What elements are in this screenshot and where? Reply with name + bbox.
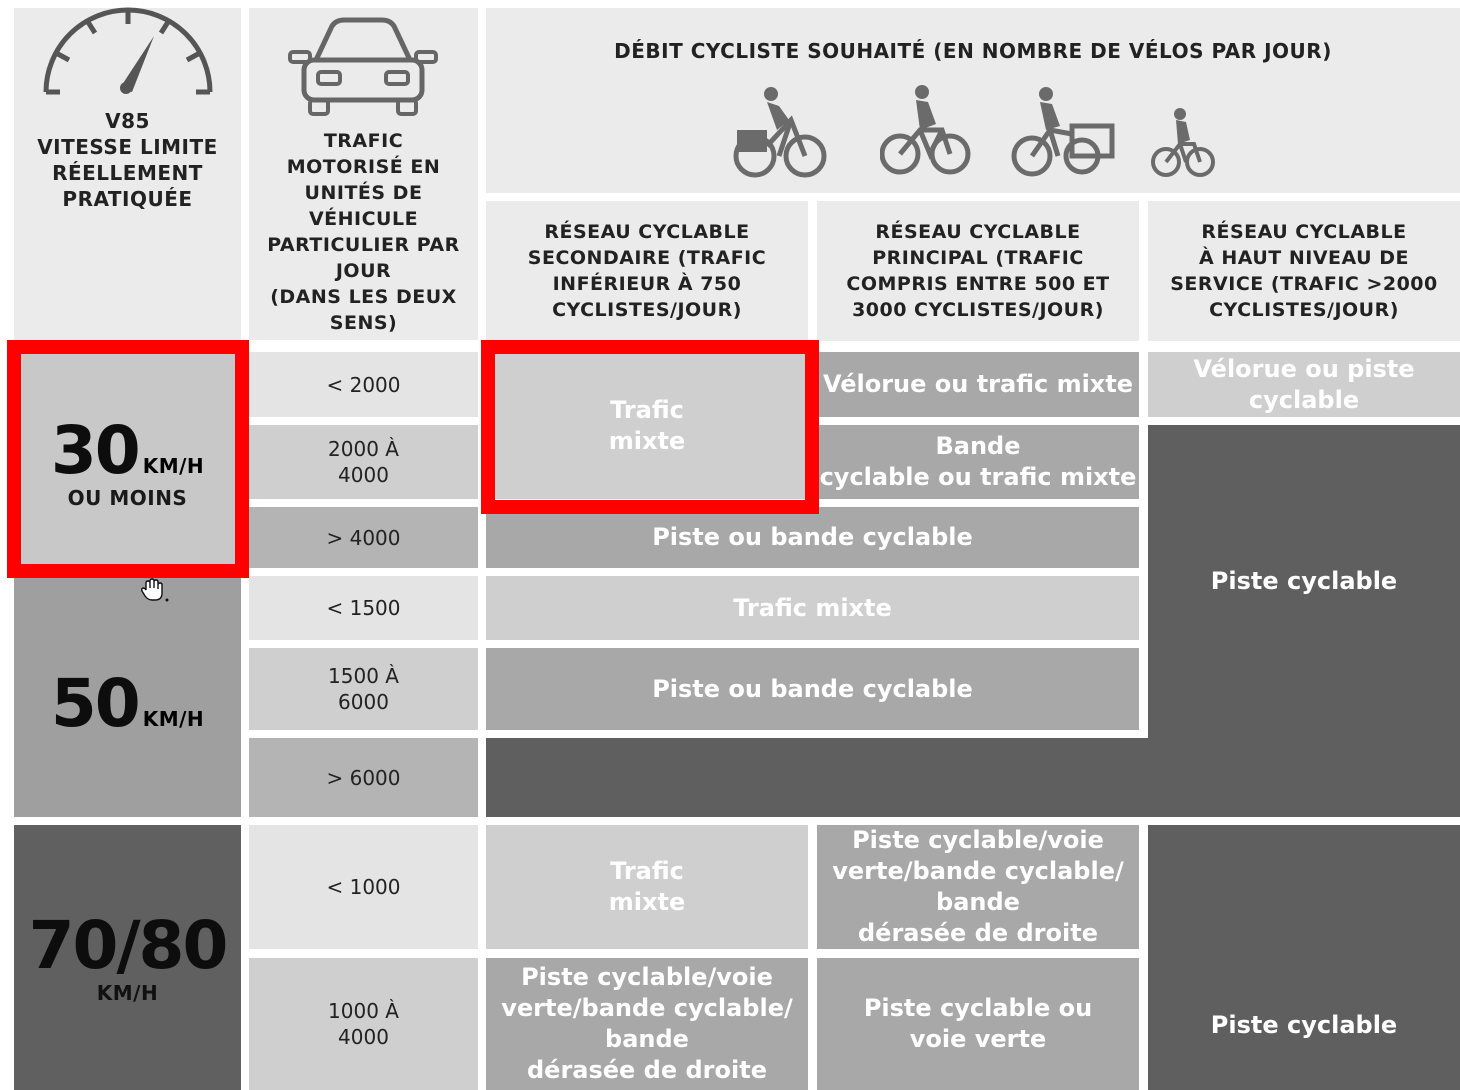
- network-header-line: CYCLISTES/JOUR): [552, 299, 742, 321]
- cargo-bike-icon: [733, 86, 833, 178]
- recommendation-text: Piste cyclable/voie: [852, 826, 1104, 854]
- recommendation-text: Piste cyclable: [1210, 567, 1398, 595]
- traffic-value: 6000: [338, 690, 389, 714]
- traffic-cell: [249, 738, 478, 817]
- debit-header-title: DÉBIT CYCLISTE SOUHAITÉ (EN NOMBRE DE VÉLOS PAR JOUR): [614, 39, 1332, 63]
- network-header-secondary: [486, 201, 808, 341]
- recommendation-text: bande: [936, 888, 1020, 916]
- debit-header: [486, 8, 1460, 193]
- speed-50-value: 50: [50, 665, 139, 742]
- recommendation-text: Piste cyclable ou: [863, 994, 1093, 1022]
- network-header-line: À HAUT NIVEAU DE: [1199, 247, 1409, 269]
- recommendation-cell[interactable]: [817, 425, 1139, 499]
- speed-70-value: 70/80: [28, 906, 227, 984]
- cargo-trike-icon: [1010, 86, 1116, 178]
- speed-30-value: 30: [50, 412, 139, 489]
- hand-cursor-icon: [140, 578, 170, 604]
- speed-header-line: V85: [105, 109, 150, 133]
- recommendation-text: Piste cyclable: [1210, 1010, 1398, 1039]
- recommendation-text: verte/bande cyclable/: [501, 994, 793, 1022]
- speed-30-unit: KM/H: [142, 454, 205, 478]
- car-icon: [288, 14, 438, 118]
- network-header-haut-niveau: [1148, 201, 1460, 341]
- recommendation-text: bande: [605, 1025, 689, 1053]
- speed-header-line: RÉELLEMENT: [52, 161, 203, 185]
- network-header-line: RÉSEAU CYCLABLE: [544, 221, 750, 243]
- cyclist-icon: [880, 84, 972, 178]
- speed-70-cell[interactable]: [14, 825, 241, 1090]
- network-header-line: SERVICE (TRAFIC >2000: [1170, 273, 1438, 295]
- network-header-line: SECONDAIRE (TRAFIC: [527, 247, 767, 269]
- network-header-line: 3000 CYCLISTES/JOUR): [852, 299, 1104, 321]
- recommendation-text: Vélorue ou trafic mixte: [822, 370, 1134, 398]
- network-header-line: RÉSEAU CYCLABLE: [1201, 221, 1407, 243]
- traffic-header-line: (DANS LES DEUX: [270, 286, 457, 308]
- traffic-value: < 1500: [326, 596, 401, 620]
- recommendation-text: Trafic: [610, 857, 684, 885]
- traffic-header-line: TRAFIC: [323, 130, 404, 152]
- traffic-value: > 6000: [326, 765, 401, 790]
- traffic-cell: [249, 648, 478, 730]
- traffic-value: 1000 À: [328, 999, 399, 1023]
- traffic-value: < 2000: [326, 372, 401, 397]
- traffic-header-line: JOUR: [335, 260, 392, 282]
- recommendation-text: Trafic mixte: [733, 593, 892, 622]
- speedometer-icon: [36, 6, 220, 102]
- recommendation-cell[interactable]: [1148, 352, 1460, 417]
- traffic-header-line: PARTICULIER PAR: [267, 234, 460, 256]
- recommendation-text: cyclable: [1248, 385, 1360, 414]
- traffic-value: > 4000: [326, 525, 401, 550]
- recommendation-cell[interactable]: [817, 958, 1139, 1090]
- traffic-cell: [249, 825, 478, 949]
- recommendation-cell[interactable]: [486, 576, 1139, 640]
- recommendation-text: Piste ou bande cyclable: [652, 674, 973, 703]
- recommendation-cell[interactable]: [486, 352, 808, 499]
- recommendation-cell-extension: [486, 738, 1460, 817]
- network-header-line: RÉSEAU CYCLABLE: [875, 221, 1081, 243]
- recommendation-text: dérasée de droite: [858, 919, 1098, 947]
- network-header-line: PRINCIPAL (TRAFIC: [872, 247, 1084, 269]
- recommendation-cell[interactable]: [486, 648, 1139, 730]
- recommendation-text: Piste ou bande cyclable: [652, 523, 973, 551]
- network-header-line: CYCLISTES/JOUR): [1209, 299, 1399, 321]
- speed-50-unit: KM/H: [142, 707, 205, 731]
- traffic-cell: [249, 425, 478, 499]
- traffic-value: 1500 À: [328, 664, 399, 688]
- recommendation-cell[interactable]: [486, 958, 808, 1090]
- traffic-header-line: MOTORISÉ EN: [286, 156, 441, 178]
- recommendation-cell[interactable]: [486, 507, 1139, 568]
- recommendation-text: voie verte: [909, 1025, 1047, 1053]
- traffic-cell: [249, 507, 478, 568]
- recommendation-text: Vélorue ou piste: [1193, 354, 1415, 383]
- traffic-cell: [249, 576, 478, 640]
- recommendation-cell[interactable]: [817, 352, 1139, 417]
- speed-70-unit: KM/H: [96, 980, 159, 1005]
- speed-30-sub: OU MOINS: [67, 486, 188, 510]
- traffic-value: 2000 À: [328, 437, 399, 461]
- traffic-cell: [249, 352, 478, 417]
- recommendation-text: mixte: [608, 426, 686, 455]
- traffic-header-line: UNITÉS DE: [304, 182, 423, 204]
- recommendation-cell[interactable]: [817, 825, 1139, 949]
- traffic-header-line: VÉHICULE: [308, 208, 419, 230]
- recommendation-text: mixte: [608, 888, 686, 916]
- recommendation-cell[interactable]: [486, 825, 808, 949]
- recommendation-cell[interactable]: [1148, 425, 1460, 738]
- network-header-principal: [817, 201, 1139, 341]
- traffic-value: 4000: [338, 1025, 389, 1049]
- recommendation-text: dérasée de droite: [527, 1056, 767, 1084]
- traffic-value: 4000: [338, 463, 389, 487]
- recommendation-text: Piste cyclable/voie: [521, 963, 773, 991]
- network-header-line: COMPRIS ENTRE 500 ET: [846, 273, 1110, 295]
- recommendation-text: verte/bande cyclable/: [832, 857, 1124, 885]
- speed-30-value-row: [50, 412, 205, 489]
- recommendation-text: cyclable ou trafic mixte: [819, 463, 1137, 491]
- speed-header-line: VITESSE LIMITE: [37, 135, 218, 159]
- traffic-value: < 1000: [326, 875, 401, 899]
- child-cyclist-icon: [1150, 106, 1216, 178]
- speed-header-line: PRATIQUÉE: [62, 187, 193, 211]
- recommendation-text: Trafic: [610, 395, 684, 424]
- traffic-cell: [249, 958, 478, 1090]
- traffic-header-line: SENS): [329, 312, 398, 334]
- recommendation-cell[interactable]: [1148, 825, 1460, 1090]
- speed-50-cell[interactable]: [14, 577, 241, 817]
- speed-30-cell[interactable]: [14, 349, 241, 577]
- speed-50-value-row: [50, 665, 205, 742]
- recommendation-text: Bande: [935, 432, 1021, 460]
- network-header-line: INFÉRIEUR À 750: [552, 273, 742, 295]
